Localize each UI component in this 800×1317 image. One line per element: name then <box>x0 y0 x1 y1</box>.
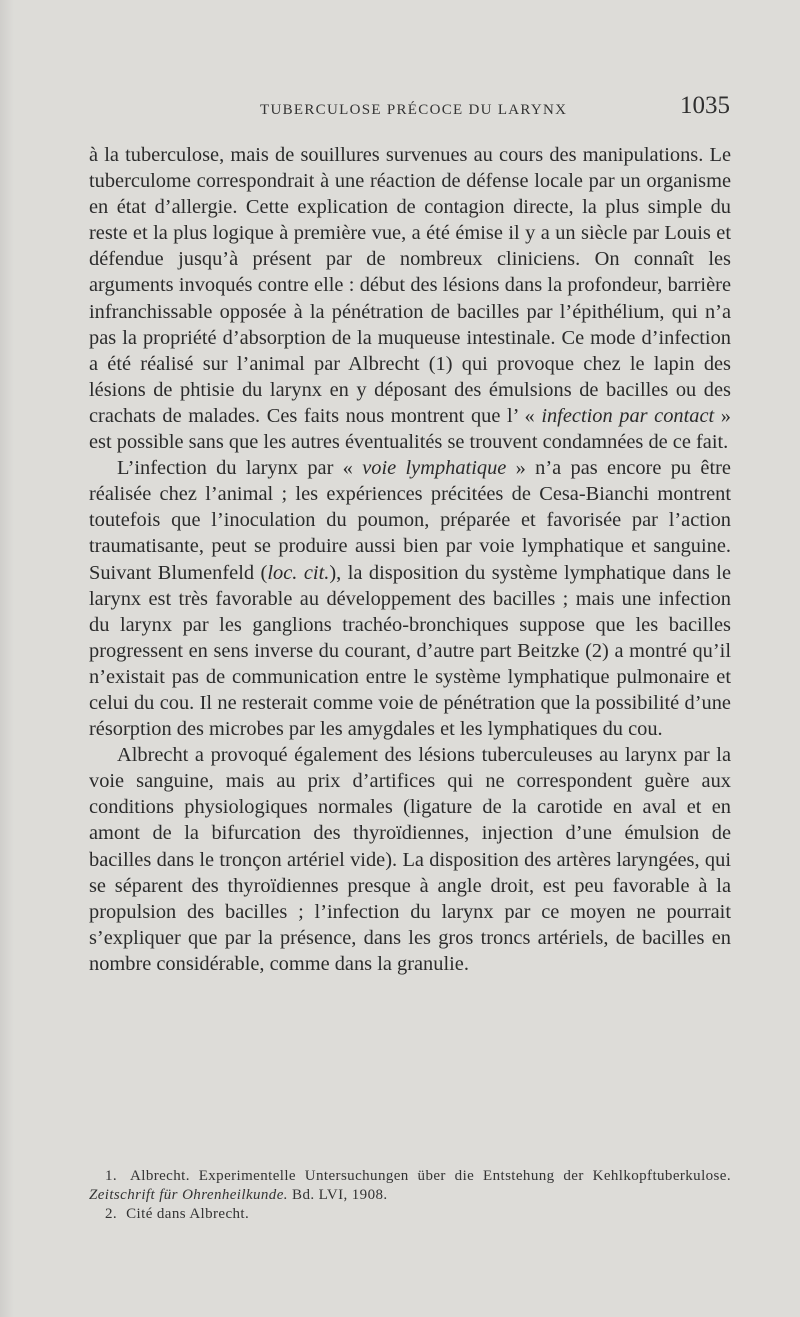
page-number: 1035 <box>680 92 730 119</box>
paragraph-contagion <box>89 142 731 455</box>
footnote-number: 1. <box>105 1168 118 1184</box>
paragraph-text: » est possible sans que les autres éventualités se trouvent condamnées de ce fait. <box>89 404 731 454</box>
italic-term: infection par contact <box>541 404 715 427</box>
footnote-text: Albrecht. Experimentelle Untersuchungen über die Entstehung der Kehlkopftuberkulose. <box>130 1168 731 1184</box>
footnotes <box>89 1167 731 1224</box>
footnote-journal: Zeitschrift für Ohrenheilkunde. <box>89 1187 288 1203</box>
italic-term: voie lymphatique <box>362 457 507 480</box>
italic-citation: loc. cit. <box>267 561 330 584</box>
paragraph-text: L’infection du larynx par « <box>117 457 363 480</box>
body-text <box>89 142 731 977</box>
paragraph-lymphatic <box>89 455 731 742</box>
footnote-text: Cité dans Albrecht. <box>126 1206 250 1222</box>
paragraph-text: à la tuberculose, mais de souillures survenues au cours des manipulations. Le tuberculome correspondrait à une réaction de défense locale par un organisme en état d’allergie. Cette explication de contagion directe, la plus simple du reste et la plus logique à première vue, a été émise il y a un siècle par Louis et défendue jusqu’à présent par de nombreux cliniciens. On connaît les arguments invoqués contre elle : début des lésions dans la profondeur, barrière infranchissable opposée à la pénétration de bacilles par l’épithélium, qui n’a pas la propriété d’absorption de la muqueuse intestinale. Ce mode d’infection a été réalisé sur l’animal par Albrecht (1) qui provoque chez le lapin des lésions de phtisie du larynx en y déposant des émulsions de bacilles ou des crachats de malades. Ces faits nous montrent que l’ « <box>89 144 731 427</box>
footnote-number: 2. <box>105 1206 118 1222</box>
page-header <box>88 92 730 128</box>
paragraph-text: » n’a pas encore pu être réalisée chez l’animal ; les expériences précitées de Cesa-Bianchi montrent toutefois que l’inoculation du poumon, préparée et favorisée par l’action traumatisante, peut se produire aussi bien par voie lymphatique et sanguine. Suivant Blumenfeld ( <box>89 457 731 584</box>
running-title: TUBERCULOSE PRÉCOCE DU LARYNX <box>260 102 568 118</box>
paragraph-text: ), la disposition du système lymphatique dans le larynx est très favorable au développement des bacilles ; mais une infection du larynx par les ganglions trachéo-bronchiques suppose que les bacilles progressent en sens inverse du courant, d’autre part Beitzke (2) a montré qu’il n’existait pas de communication entre le système lymphatique pulmonaire et celui du cou. Il ne resterait comme voie de pénétration que la possibilité d’une résorption des microbes par les amygdales et les lymphatiques du cou. <box>89 561 732 741</box>
paragraph-text: Albrecht a provoqué également des lésions tuberculeuses au larynx par la voie sanguine, mais au prix d’artifices qui ne correspondent guère aux conditions physiologiques normales (ligature de la carotide en aval et en amont de la bifurcation des thyroïdiennes, injection d’une émulsion de bacilles dans le tronçon artériel vide). La disposition des artères laryngées, qui se séparent des thyroïdiennes presque à angle droit, est peu favorable à la propulsion des bacilles ; l’infection du larynx par ce moyen ne pourrait s’expliquer que par la présence, dans les gros troncs artériels, de bacilles en nombre considérable, comme dans la granulie. <box>89 744 731 975</box>
footnote-1 <box>89 1167 731 1205</box>
footnote-2 <box>89 1205 731 1224</box>
paragraph-blood <box>89 742 731 977</box>
footnote-text: Bd. LVI, 1908. <box>287 1187 388 1203</box>
